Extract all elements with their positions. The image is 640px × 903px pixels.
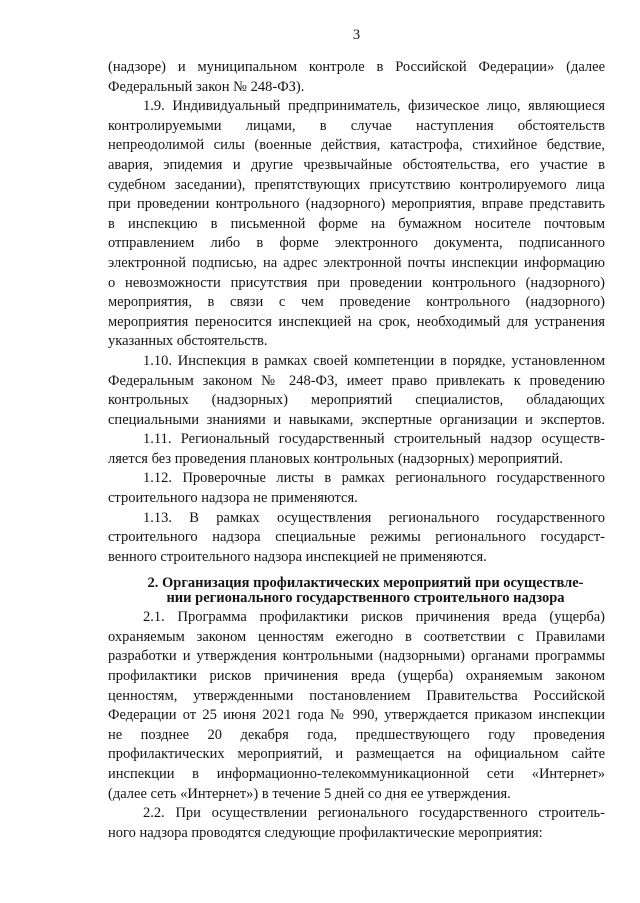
paragraph-1-10 [108, 352, 605, 430]
text-line: контрольных (надзорных) мероприятий специалистов, обладающих [108, 392, 605, 409]
text-line: инспекции в информационно-телекоммуникационной сети «Интернет» [108, 765, 605, 782]
heading-line: нии регионального государственного строительного надзора [166, 590, 565, 606]
paragraph-1-12 [108, 469, 605, 508]
paragraph-2-1 [108, 608, 605, 804]
section-2-body [108, 608, 605, 843]
heading-line: 2. Организация профилактических мероприятий при осуществле- [147, 575, 584, 591]
paragraph-1-11 [108, 430, 605, 469]
text-line: не позднее 20 декабря года, предшествующего году проведения [108, 726, 605, 743]
section-heading [126, 576, 605, 606]
text-line: 1.11. Региональный государственный строительный надзор осуществ- [143, 431, 605, 448]
paragraph-1-9 [108, 97, 605, 352]
text-line: охраняемым законом ценностям ежегодно в соответствии с Правилами [108, 628, 605, 645]
text-line: 1.13. В рамках осуществления регионального государственного [143, 509, 605, 526]
text-line: непреодолимой силы (военные действия, катастрофа, стихийное бедствие, [108, 137, 605, 154]
text-line: мероприятия переносится инспекцией на срок, необходимый для устранения [108, 313, 605, 330]
text-line: Федеральный закон № 248-ФЗ). [108, 78, 305, 95]
text-line: электронной подписью, на адрес электронной почты инспекции информацию [108, 254, 605, 271]
text-line: строительного надзора специальные режимы регионального государст- [108, 529, 605, 546]
text-line: указанных обстоятельств. [108, 333, 268, 350]
page-number: 3 [352, 27, 361, 43]
text-line: специальными знаниями и навыками, экспертные организации и экспертов. [108, 411, 605, 428]
text-line: в инспекцию в письменной форме на бумажном носителе почтовым [108, 215, 605, 232]
paragraph-1-13 [108, 509, 605, 568]
text-line: 1.10. Инспекция в рамках своей компетенции в порядке, установленном [143, 352, 605, 369]
text-line: (надзоре) и муниципальном контроле в Российской Федерации» (далее [108, 59, 605, 75]
text-line: судебном заседании), препятствующих присутствию контролируемого лица [108, 176, 605, 193]
text-line: 1.9. Индивидуальный предприниматель, физическое лицо, являющиеся [143, 98, 605, 115]
text-line: профилактики рисков причинения вреда (ущерба) охраняемым законом [108, 667, 605, 684]
paragraph-continuation [108, 58, 605, 97]
text-line: венного строительного надзора инспекцией не применяются. [108, 548, 487, 565]
text-line: (далее сеть «Интернет») в течение 5 дней со дня ее утверждения. [108, 785, 511, 802]
text-line: строительного надзора не применяются. [108, 490, 358, 507]
text-line: отправлением либо в форме электронного документа, подписанного [108, 235, 605, 252]
text-line: ляется без проведения плановых контрольных (надзорных) мероприятий. [108, 450, 563, 467]
text-line: ного надзора проводятся следующие профилактические мероприятия: [108, 824, 543, 841]
text-line: 2.1. Программа профилактики рисков причинения вреда (ущерба) [143, 609, 605, 626]
section-1-body [108, 58, 605, 567]
text-line: 1.12. Проверочные листы в рамках регионального государственного [143, 470, 605, 487]
text-line: профилактических мероприятий, и размещается на официальном сайте [108, 746, 605, 763]
text-line: мероприятия, в связи с чем проведение контрольного (надзорного) [108, 294, 605, 311]
text-line: 2.2. При осуществлении регионального государственного строитель- [143, 805, 605, 822]
text-line: разработки и утверждения контрольными (надзорными) органами программы [108, 648, 605, 665]
text-line: контролируемыми лицами, в случае наступления обстоятельств [108, 117, 605, 134]
text-line: ценностям, утвержденными постановлением Правительства Российской [108, 687, 605, 704]
text-line: о невозможности присутствия при проведении контрольного (надзорного) [108, 274, 605, 291]
text-line: Федерации от 25 июня 2021 года № 990, утверждается приказом инспекции [108, 707, 605, 724]
text-line: Федеральным законом № 248-ФЗ, имеет право привлекать к проведению [108, 372, 605, 389]
text-line: авария, эпидемия и другие чрезвычайные обстоятельства, его участие в [108, 156, 605, 173]
paragraph-2-2 [108, 804, 605, 843]
text-line: при проведении контрольного (надзорного) мероприятия, вправе представить [108, 196, 605, 213]
